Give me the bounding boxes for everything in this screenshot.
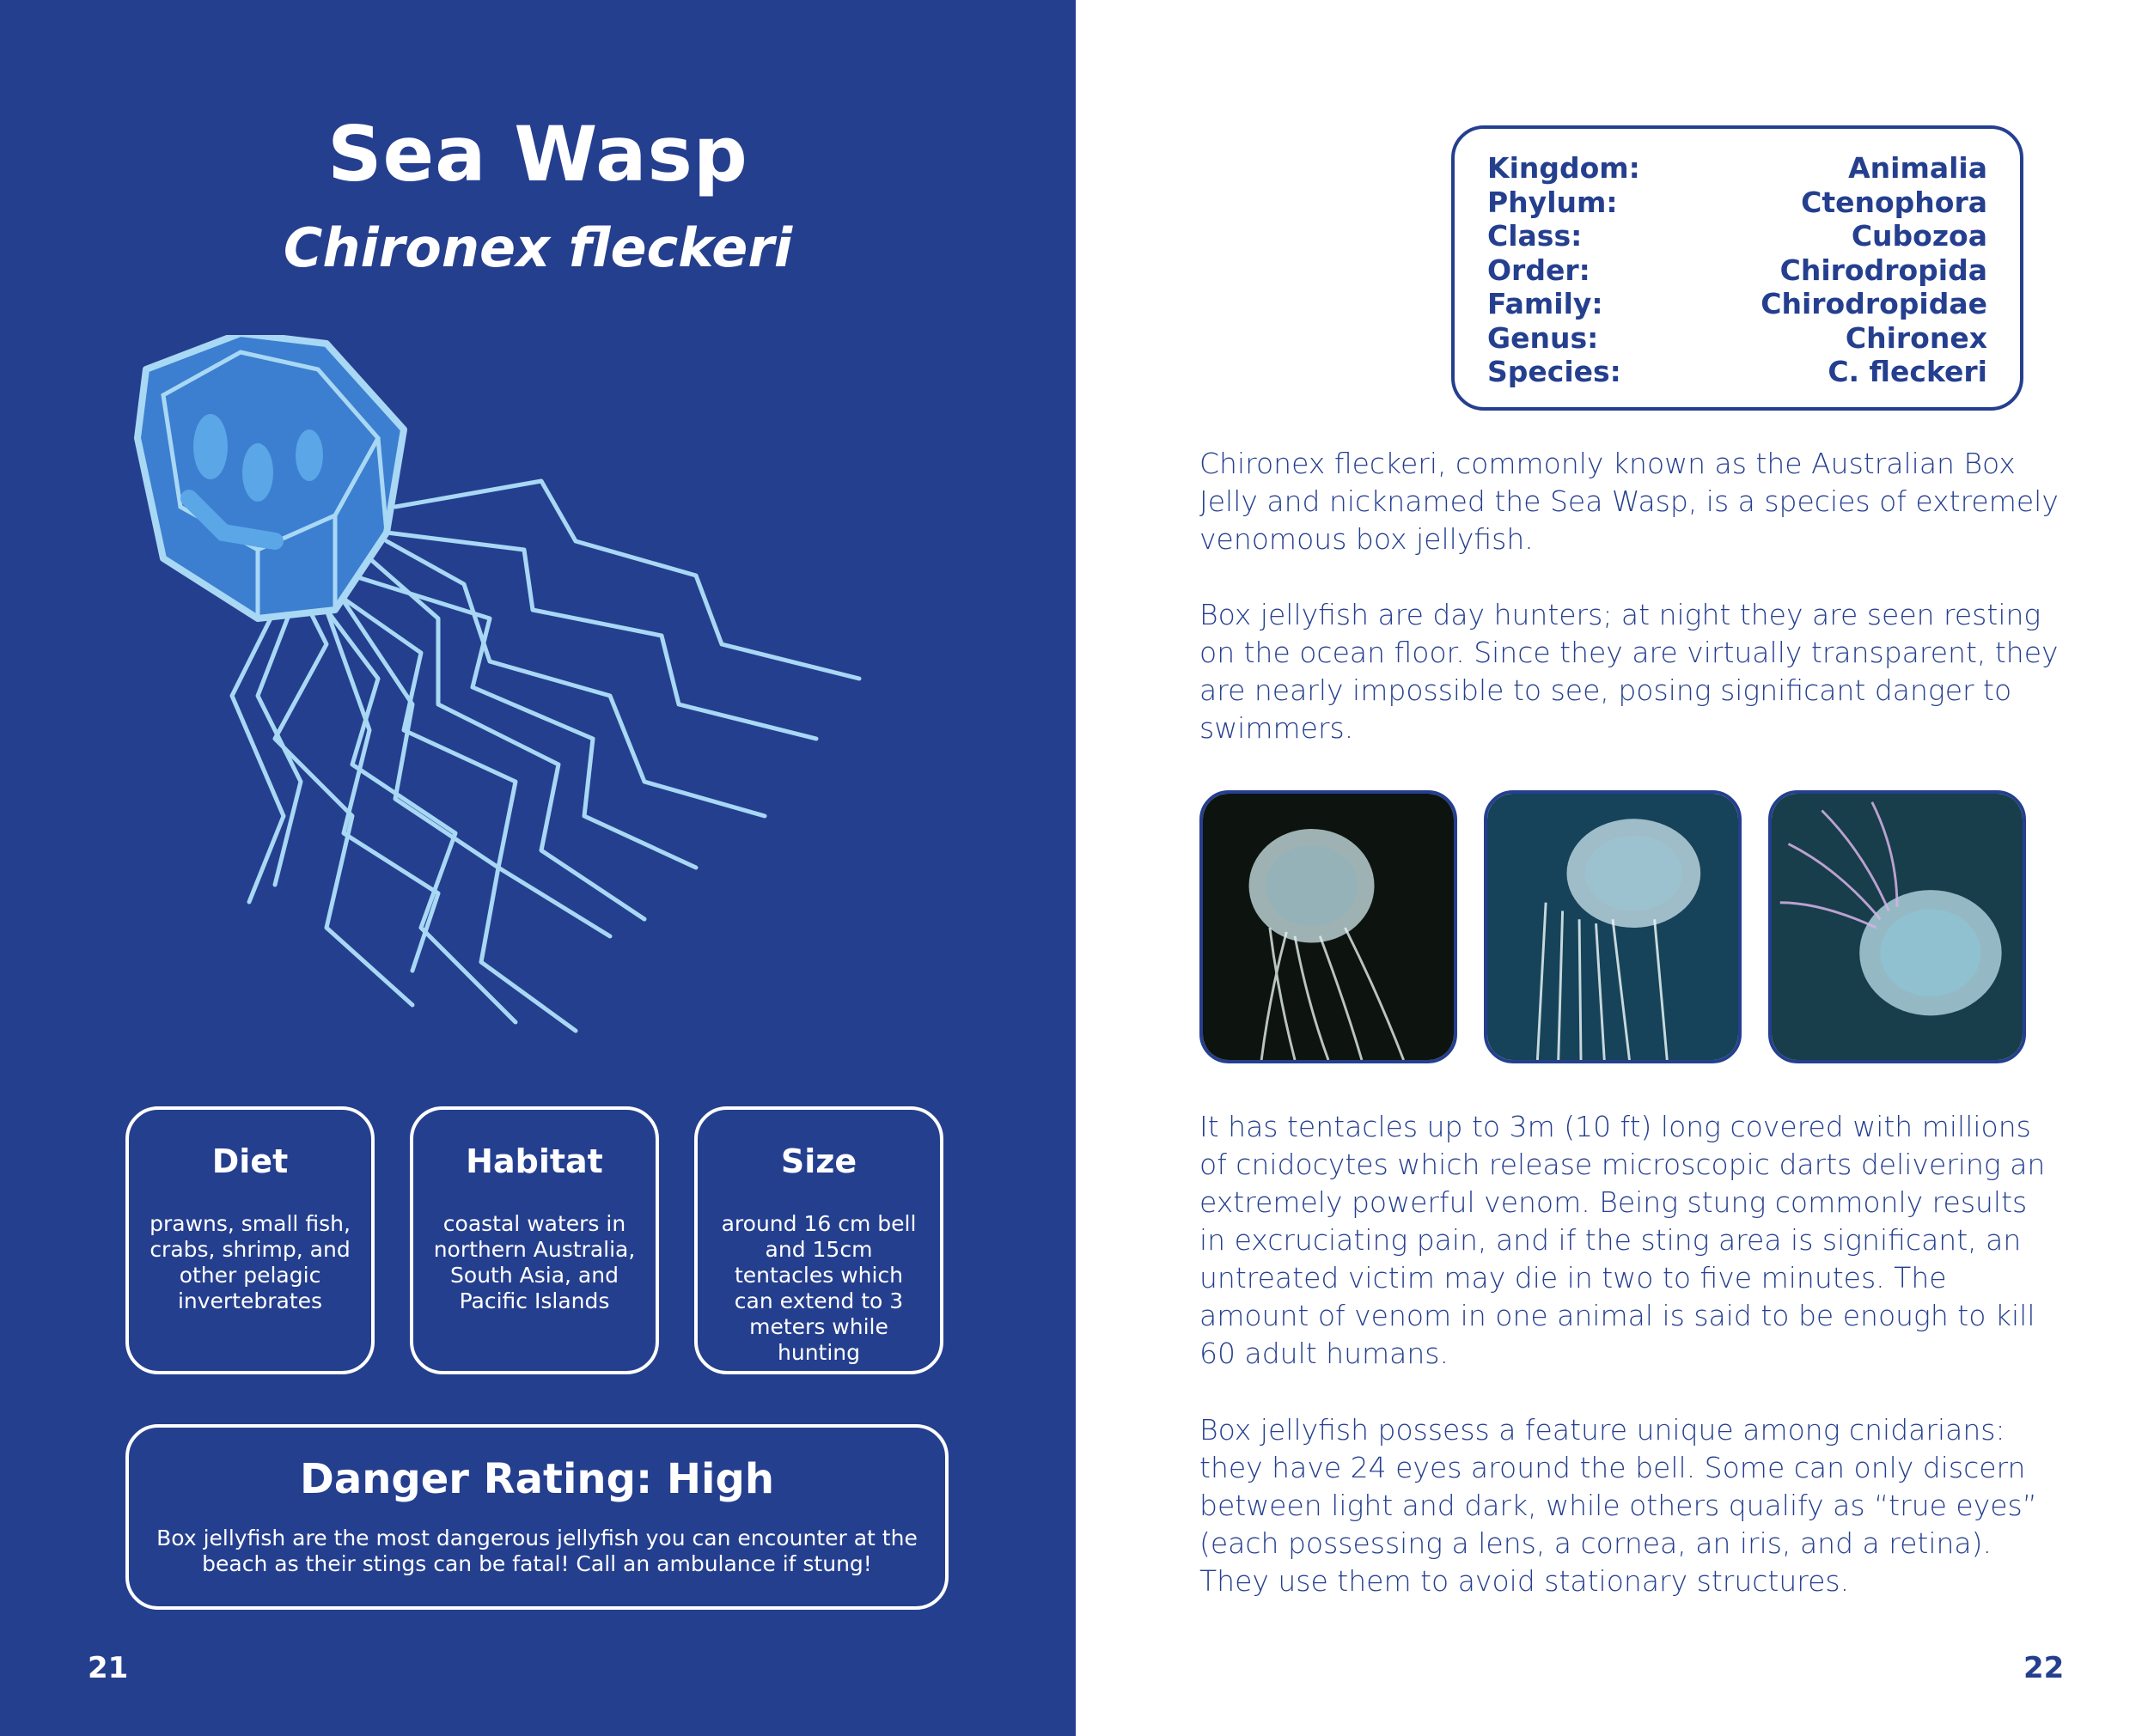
diet-card xyxy=(125,1106,375,1374)
taxonomy-value: Chironex xyxy=(1845,320,1987,355)
jellyfish-photo xyxy=(1768,790,2026,1063)
tentacle xyxy=(369,558,644,919)
taxonomy-value: Cubozoa xyxy=(1851,219,1987,253)
danger-rating-title: Danger Rating: High xyxy=(299,1455,775,1503)
tentacle xyxy=(387,533,816,739)
taxonomy-label: Order: xyxy=(1487,253,1590,287)
jellyfish-photo xyxy=(1199,790,1457,1063)
habitat-text: coastal waters in northern Australia, South Asia, and Pacific Islands xyxy=(433,1211,636,1313)
taxonomy-row xyxy=(1487,151,1987,186)
taxonomy-row xyxy=(1487,287,1987,321)
size-title: Size xyxy=(780,1142,857,1180)
scientific-name: Chironex fleckeri xyxy=(283,216,793,279)
taxonomy-value: Chirodropida xyxy=(1779,253,1987,287)
diet-text: prawns, small fish, crabs, shrimp, and other pelagic invertebrates xyxy=(150,1211,351,1313)
tentacle xyxy=(335,593,610,936)
jellyfish-illustration xyxy=(129,335,928,1048)
taxonomy-label: Genus: xyxy=(1487,320,1599,355)
taxonomy-label: Phylum: xyxy=(1487,185,1618,219)
tentacle xyxy=(387,541,765,816)
danger-rating-box xyxy=(125,1424,949,1610)
taxonomy-row xyxy=(1487,321,1987,356)
body-paragraph: Box jellyfish are day hunters; at night they are seen resting on the ocean floor. Since they are virtually transparent, they are nearly impossible to see, posing significant danger to swimmers. xyxy=(1199,598,2059,745)
tentacle xyxy=(326,610,438,971)
jellyfish-photo xyxy=(1484,790,1742,1063)
tentacle xyxy=(395,481,859,679)
size-text: around 16 cm bell and 15cm tentacles which can extend to 3 meters while hunting xyxy=(721,1211,917,1365)
taxonomy-value: Chirodropidae xyxy=(1761,287,1987,320)
taxonomy-value: Animalia xyxy=(1848,151,1987,185)
jellyfish-bell xyxy=(137,335,404,618)
tentacle xyxy=(232,593,284,902)
taxonomy-label: Species: xyxy=(1487,355,1621,388)
page-title: Sea Wasp xyxy=(327,110,748,198)
taxonomy-label: Kingdom: xyxy=(1487,151,1640,185)
taxonomy-row xyxy=(1487,186,1987,220)
taxonomy-row xyxy=(1487,253,1987,288)
taxonomy-value: C. fleckeri xyxy=(1828,355,1987,388)
taxonomy-row xyxy=(1487,355,1987,389)
taxonomy-box xyxy=(1451,125,2023,411)
taxonomy-row xyxy=(1487,219,1987,253)
page-number-left: 21 xyxy=(88,1651,129,1685)
body-paragraph: Box jellyfish possess a feature unique among cnidarians: they have 24 eyes around the bell. Some can only discern between light and dark, while others qualify as “true eyes” (each possessing a lens, a cornea, an iris, and a retina). They use them to avoid stationary structures. xyxy=(1199,1413,2037,1598)
diet-title: Diet xyxy=(211,1142,289,1180)
body-paragraph: It has tentacles up to 3m (10 ft) long covered with millions of cnidocytes which release microscopic darts delivering an extremely powerful venom. Being stung commonly results in excruciating pain, and if the sting area is significant, an untreated victim may die in two to five minutes. The amount of venom in one animal is said to be enough to kill 60 adult humans. xyxy=(1199,1110,2046,1370)
taxonomy-label: Class: xyxy=(1487,219,1583,253)
taxonomy-value: Ctenophora xyxy=(1801,185,1987,219)
habitat-card xyxy=(410,1106,659,1374)
size-card xyxy=(694,1106,943,1374)
danger-rating-text: Box jellyfish are the most dangerous jellyfish you can encounter at the beach as their stings can be fatal! Call an ambulance if stung! xyxy=(156,1526,918,1576)
habitat-title: Habitat xyxy=(466,1142,603,1180)
taxonomy-label: Family: xyxy=(1487,287,1603,320)
body-paragraph: Chironex fleckeri, commonly known as the Australian Box Jelly and nicknamed the Sea Wasp, is a species of extremely venomous box jellyfish. xyxy=(1199,447,2059,556)
page-number-right: 22 xyxy=(2023,1651,2065,1685)
